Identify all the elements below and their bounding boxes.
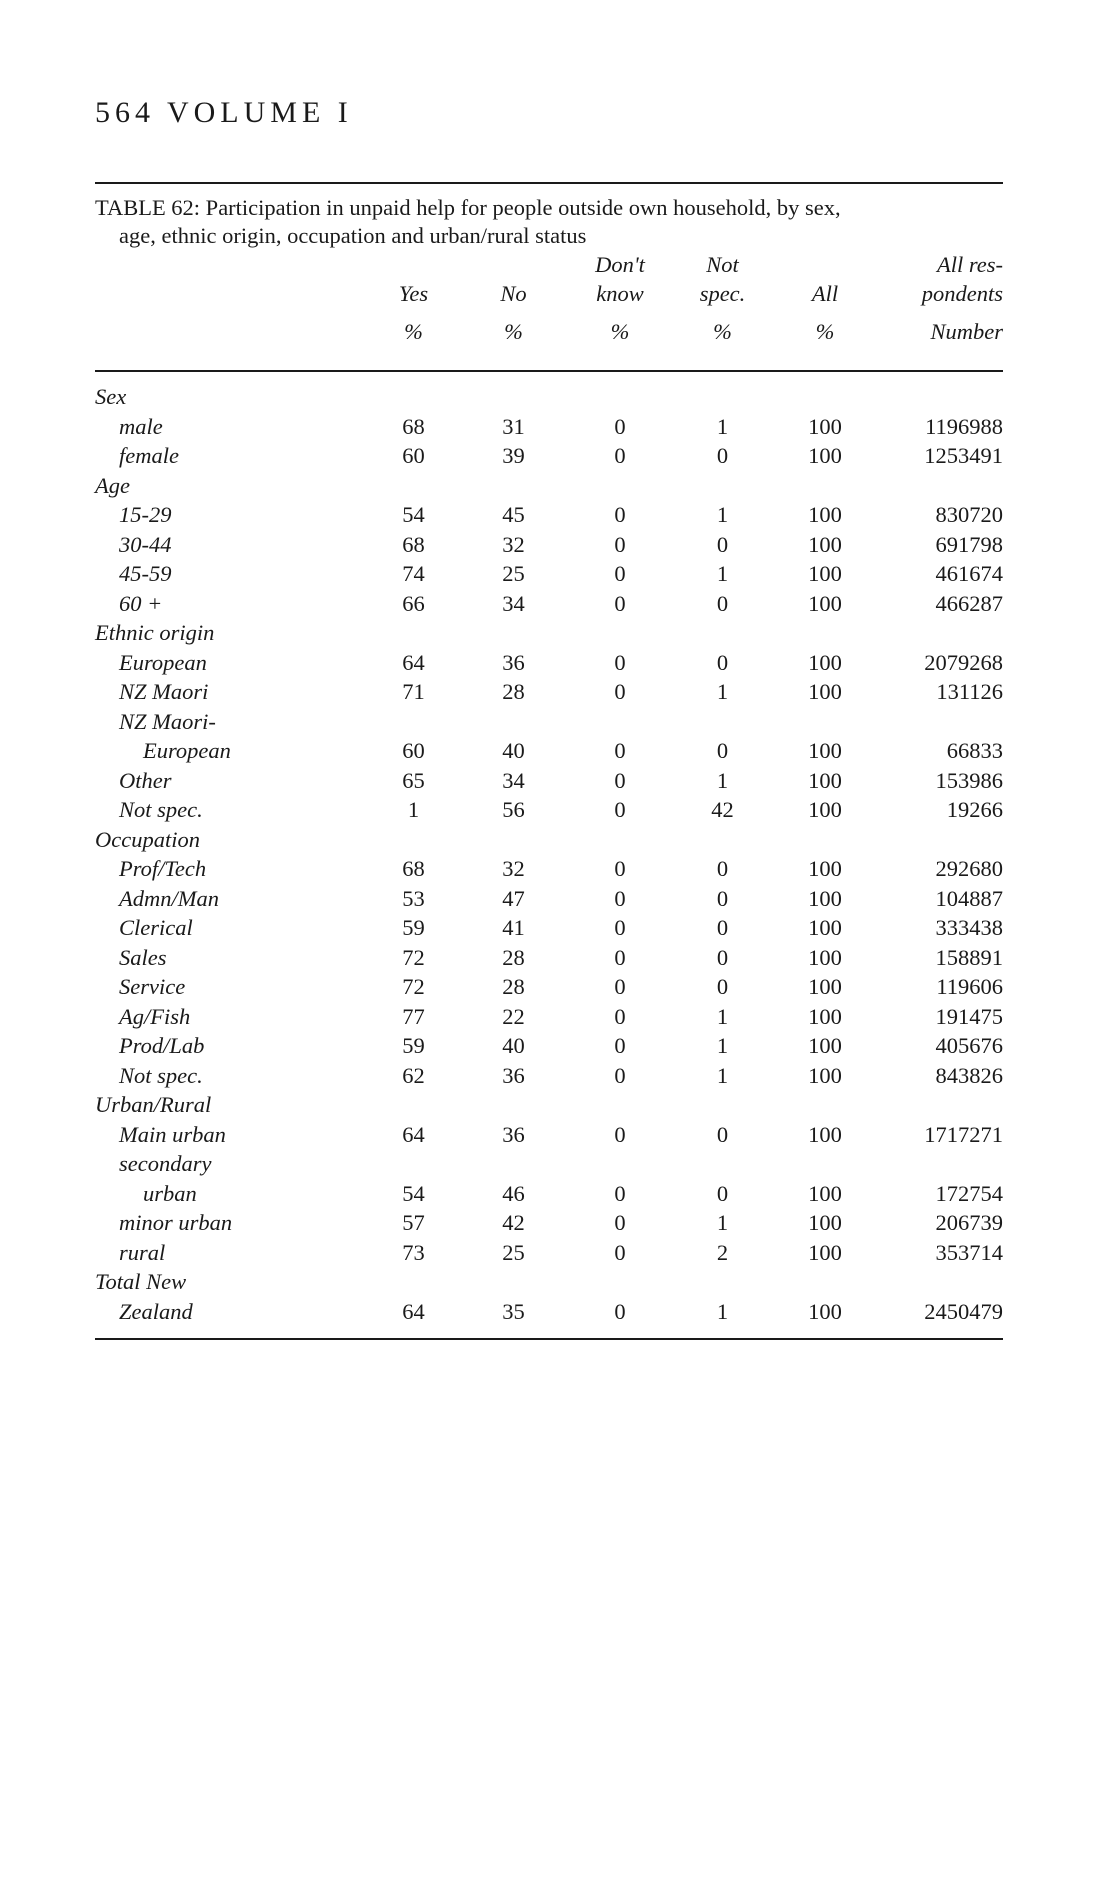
table-row <box>95 1179 1003 1209</box>
header-yes-blank <box>365 250 462 279</box>
cell-yes: 59 <box>402 915 425 940</box>
cell-notspec: 1 <box>716 1062 729 1088</box>
cell-all: 100 <box>808 413 842 439</box>
header-all: All <box>811 281 839 306</box>
cell-no: 25 <box>502 1239 525 1265</box>
header-all-blank <box>770 250 880 279</box>
row-label: Prod/Lab <box>119 1033 205 1058</box>
cell-notspec: 1 <box>716 679 729 704</box>
table-row <box>95 707 1003 737</box>
header-blank <box>95 250 365 279</box>
cell-notspec <box>675 707 770 737</box>
cell-all: 100 <box>808 1180 842 1206</box>
cell-all: 100 <box>808 1033 842 1058</box>
cell-number: 206739 <box>935 1210 1003 1235</box>
table-row <box>95 1297 1003 1327</box>
cell-dontknow: 0 <box>614 767 626 793</box>
row-label: Prof/Tech <box>119 856 207 881</box>
cell-notspec: 0 <box>716 885 729 911</box>
cell-all: 100 <box>808 1210 842 1235</box>
cell-all: 100 <box>808 649 842 675</box>
cell-no: 35 <box>502 1298 525 1324</box>
cell-no: 40 <box>502 1033 525 1058</box>
cell-no: 34 <box>502 590 525 616</box>
row-label: 30-44 <box>119 531 172 557</box>
cell-yes: 72 <box>402 944 425 970</box>
cell-no: 42 <box>502 1210 525 1235</box>
cell-no: 45 <box>502 502 525 527</box>
cell-yes: 64 <box>402 649 425 675</box>
cell-notspec: 0 <box>716 915 729 940</box>
caption-line-1: TABLE 62: Participation in unpaid help for people outside own household, by sex, <box>95 195 841 220</box>
table-group-row <box>95 825 1003 855</box>
cell-dontknow <box>565 707 675 737</box>
cell-no: 39 <box>502 443 525 468</box>
cell-number: 461674 <box>935 561 1003 586</box>
row-label: 45-59 <box>119 561 172 586</box>
cell-all: 100 <box>808 1298 842 1324</box>
cell-number: 158891 <box>935 944 1003 970</box>
cell-yes <box>365 707 462 737</box>
cell-no: 28 <box>502 974 525 999</box>
unit-yes-pct: % <box>404 319 423 344</box>
cell-dontknow: 0 <box>614 1298 626 1324</box>
table-group-row <box>95 471 1003 501</box>
group-label: Sex <box>95 384 127 409</box>
table-row <box>95 795 1003 825</box>
caption-line-2: age, ethnic origin, occupation and urban/rural status <box>119 223 587 248</box>
cell-number: 191475 <box>935 1003 1003 1029</box>
cell-notspec: 0 <box>716 738 729 763</box>
row-label: Main urban <box>119 1121 226 1147</box>
cell-dontknow: 0 <box>614 1003 626 1029</box>
row-label: European <box>143 738 231 763</box>
cell-yes <box>365 825 462 855</box>
row-label: 15-29 <box>119 502 172 527</box>
cell-all: 100 <box>808 561 842 586</box>
cell-number: 353714 <box>935 1239 1003 1265</box>
cell-number: 172754 <box>935 1180 1003 1206</box>
running-head: 564 VOLUME I <box>95 96 353 129</box>
row-label: Clerical <box>119 915 193 940</box>
unit-number: Number <box>930 319 1003 344</box>
cell-notspec: 0 <box>716 944 729 970</box>
cell-no: 36 <box>502 649 525 675</box>
cell-all <box>770 707 880 737</box>
cell-dontknow <box>565 1149 675 1179</box>
row-label: Not spec. <box>119 797 203 822</box>
cell-number: 104887 <box>935 885 1003 911</box>
cell-no <box>462 471 565 501</box>
row-label: European <box>119 649 207 675</box>
cell-dontknow <box>565 825 675 855</box>
header-respondents-line1: All res- <box>936 252 1003 277</box>
cell-no <box>462 825 565 855</box>
cell-notspec: 0 <box>716 649 729 675</box>
cell-notspec: 0 <box>716 856 729 881</box>
cell-all: 100 <box>808 738 842 763</box>
cell-notspec: 2 <box>716 1239 729 1265</box>
cell-number <box>880 825 1003 855</box>
cell-dontknow: 0 <box>614 649 626 675</box>
cell-dontknow: 0 <box>614 443 626 468</box>
cell-yes: 68 <box>402 413 425 439</box>
cell-dontknow: 0 <box>614 679 626 704</box>
cell-all: 100 <box>808 1239 842 1265</box>
cell-yes: 64 <box>402 1121 425 1147</box>
unit-no-pct: % <box>504 319 523 344</box>
row-label: Other <box>119 767 172 793</box>
cell-no: 40 <box>502 738 525 763</box>
cell-yes: 62 <box>402 1062 425 1088</box>
cell-notspec: 0 <box>716 1180 729 1206</box>
cell-number: 1717271 <box>924 1121 1003 1147</box>
cell-yes: 77 <box>402 1003 425 1029</box>
top-rule <box>95 182 1003 184</box>
cell-dontknow: 0 <box>614 885 626 911</box>
cell-notspec: 0 <box>716 590 729 616</box>
cell-dontknow <box>565 618 675 648</box>
cell-no: 36 <box>502 1062 525 1088</box>
cell-yes: 60 <box>402 738 425 763</box>
table-row <box>95 913 1003 943</box>
cell-no <box>462 618 565 648</box>
table-row <box>95 589 1003 619</box>
table-row <box>95 1002 1003 1032</box>
table-row <box>95 1208 1003 1238</box>
cell-yes: 73 <box>402 1239 425 1265</box>
table-row <box>95 766 1003 796</box>
cell-no: 28 <box>502 679 525 704</box>
cell-all: 100 <box>808 915 842 940</box>
cell-dontknow: 0 <box>614 1239 626 1265</box>
header-no-blank <box>462 250 565 279</box>
cell-yes <box>365 382 462 412</box>
group-label: Occupation <box>95 826 200 852</box>
table-row <box>95 1031 1003 1061</box>
group-label: Age <box>95 472 130 498</box>
cell-all: 100 <box>808 1062 842 1088</box>
table-row <box>95 972 1003 1002</box>
table-row <box>95 500 1003 530</box>
header-notspec-line1: Not <box>706 252 739 277</box>
row-label: 60 + <box>119 590 163 616</box>
cell-dontknow <box>565 471 675 501</box>
cell-yes <box>365 471 462 501</box>
cell-no: 36 <box>502 1121 525 1147</box>
table-row <box>95 943 1003 973</box>
cell-dontknow: 0 <box>614 1121 626 1147</box>
table-row <box>95 412 1003 442</box>
cell-yes <box>365 1267 462 1297</box>
cell-all: 100 <box>808 856 842 881</box>
cell-all: 100 <box>808 1121 842 1147</box>
table-row <box>95 1061 1003 1091</box>
cell-number: 843826 <box>935 1062 1003 1088</box>
header-respondents-line2: pondents <box>921 281 1003 306</box>
header-blank <box>95 308 365 352</box>
header-blank <box>95 279 365 308</box>
header-no: No <box>500 281 527 306</box>
unit-all-pct: % <box>815 319 835 344</box>
cell-number <box>880 618 1003 648</box>
cell-number <box>880 1090 1003 1120</box>
table-row <box>95 1238 1003 1268</box>
cell-number: 19266 <box>946 797 1003 822</box>
cell-no <box>462 1149 565 1179</box>
cell-notspec: 1 <box>716 502 729 527</box>
cell-dontknow: 0 <box>614 856 626 881</box>
cell-no: 28 <box>502 944 525 970</box>
cell-number: 131126 <box>936 679 1003 704</box>
cell-number: 119606 <box>936 974 1003 999</box>
table-group-row <box>95 1090 1003 1120</box>
cell-dontknow: 0 <box>614 502 626 527</box>
cell-notspec: 0 <box>716 443 729 468</box>
cell-no: 34 <box>502 767 525 793</box>
cell-dontknow <box>565 1267 675 1297</box>
cell-notspec: 1 <box>716 1298 729 1324</box>
cell-notspec: 1 <box>716 561 729 586</box>
row-label: minor urban <box>119 1210 233 1235</box>
cell-notspec <box>675 1267 770 1297</box>
cell-number <box>880 1149 1003 1179</box>
cell-number <box>880 1267 1003 1297</box>
cell-notspec: 1 <box>716 1003 729 1029</box>
cell-number: 830720 <box>935 502 1003 527</box>
row-label: NZ Maori- <box>119 708 216 734</box>
cell-all <box>770 1149 880 1179</box>
cell-number: 466287 <box>935 590 1003 616</box>
row-label: secondary <box>119 1151 212 1176</box>
cell-yes: 66 <box>402 590 425 616</box>
cell-all: 100 <box>808 797 842 822</box>
cell-notspec <box>675 825 770 855</box>
cell-yes <box>365 1149 462 1179</box>
cell-all: 100 <box>808 443 842 468</box>
header-dontknow-line2: know <box>596 281 644 306</box>
cell-no <box>462 707 565 737</box>
header-dontknow-line1: Don't <box>595 252 645 277</box>
cell-number: 1196988 <box>925 413 1003 439</box>
cell-no: 56 <box>502 797 525 822</box>
cell-number: 153986 <box>935 767 1003 793</box>
cell-no <box>462 1090 565 1120</box>
cell-yes: 54 <box>402 1180 425 1206</box>
cell-yes <box>365 618 462 648</box>
cell-all <box>770 1267 880 1297</box>
cell-no: 47 <box>502 885 525 911</box>
cell-yes: 71 <box>402 679 425 704</box>
cell-all: 100 <box>808 767 842 793</box>
cell-dontknow: 0 <box>614 1210 626 1235</box>
cell-yes: 54 <box>402 502 425 527</box>
unit-dontknow-pct: % <box>610 319 630 344</box>
cell-dontknow: 0 <box>614 974 626 999</box>
cell-no: 41 <box>502 915 525 940</box>
cell-all: 100 <box>808 590 842 616</box>
cell-number: 405676 <box>935 1033 1003 1058</box>
table-row <box>95 530 1003 560</box>
table-row <box>95 559 1003 589</box>
row-label: female <box>119 443 179 468</box>
cell-yes: 68 <box>402 856 425 881</box>
cell-notspec: 0 <box>716 974 729 999</box>
row-label: Not spec. <box>119 1062 203 1088</box>
cell-dontknow: 0 <box>614 797 626 822</box>
cell-no: 25 <box>502 561 525 586</box>
table-container <box>95 182 1003 1340</box>
cell-notspec <box>675 618 770 648</box>
group-label: Total New <box>95 1269 187 1294</box>
cell-no: 46 <box>502 1180 525 1206</box>
cell-number: 333438 <box>935 915 1003 940</box>
cell-dontknow: 0 <box>614 915 626 940</box>
cell-yes: 74 <box>402 561 425 586</box>
cell-all: 100 <box>808 679 842 704</box>
cell-dontknow: 0 <box>614 561 626 586</box>
table-row <box>95 441 1003 471</box>
table-row <box>95 1120 1003 1150</box>
cell-yes: 60 <box>402 443 425 468</box>
table-body <box>95 382 1003 1326</box>
row-label: Ag/Fish <box>119 1003 191 1029</box>
cell-dontknow: 0 <box>614 1180 626 1206</box>
cell-notspec: 1 <box>716 767 729 793</box>
cell-all: 100 <box>808 974 842 999</box>
table-row <box>95 854 1003 884</box>
cell-number: 691798 <box>935 531 1003 557</box>
cell-number: 2450479 <box>924 1298 1003 1324</box>
cell-all <box>770 382 880 412</box>
cell-number <box>880 382 1003 412</box>
cell-notspec <box>675 471 770 501</box>
cell-number <box>880 707 1003 737</box>
cell-all: 100 <box>808 1003 842 1029</box>
table-group-row <box>95 618 1003 648</box>
cell-yes: 64 <box>402 1298 425 1324</box>
row-label: Service <box>119 974 186 999</box>
cell-all <box>770 1090 880 1120</box>
table-row <box>95 884 1003 914</box>
cell-no: 22 <box>502 1003 525 1029</box>
cell-yes: 68 <box>402 531 425 557</box>
cell-yes: 57 <box>402 1210 425 1235</box>
row-label: rural <box>119 1239 166 1265</box>
cell-number: 292680 <box>935 856 1003 881</box>
cell-number: 2079268 <box>924 649 1003 675</box>
cell-yes: 59 <box>402 1033 425 1058</box>
cell-notspec: 1 <box>716 1210 729 1235</box>
row-label: male <box>119 413 163 439</box>
table-row <box>95 736 1003 766</box>
cell-notspec <box>675 382 770 412</box>
cell-yes: 1 <box>407 797 420 822</box>
row-label: Zealand <box>119 1298 193 1324</box>
cell-all <box>770 618 880 648</box>
cell-yes: 65 <box>402 767 425 793</box>
data-table <box>95 250 1003 1326</box>
table-caption <box>95 194 1003 250</box>
cell-yes: 53 <box>402 885 425 911</box>
cell-number: 66833 <box>946 738 1003 763</box>
table-row <box>95 1149 1003 1179</box>
table-row <box>95 677 1003 707</box>
cell-dontknow: 0 <box>614 1033 626 1058</box>
cell-no <box>462 382 565 412</box>
cell-all: 100 <box>808 531 842 557</box>
cell-no: 32 <box>502 531 525 557</box>
cell-notspec: 0 <box>716 531 729 557</box>
header-rule <box>95 352 1003 371</box>
cell-all: 100 <box>808 885 842 911</box>
table-row <box>95 648 1003 678</box>
cell-number: 1253491 <box>924 443 1003 468</box>
cell-dontknow: 0 <box>614 944 626 970</box>
cell-all <box>770 825 880 855</box>
cell-all: 100 <box>808 502 842 527</box>
cell-all: 100 <box>808 944 842 970</box>
cell-notspec: 0 <box>716 1121 729 1147</box>
header-notspec-line2: spec. <box>699 281 746 306</box>
row-label: NZ Maori <box>119 679 209 704</box>
table-group-row <box>95 1267 1003 1297</box>
cell-notspec <box>675 1090 770 1120</box>
unit-notspec-pct: % <box>713 319 732 344</box>
header-yes: Yes <box>398 281 429 306</box>
row-label: Admn/Man <box>119 885 219 911</box>
cell-dontknow: 0 <box>614 590 626 616</box>
table-group-row <box>95 382 1003 412</box>
cell-no <box>462 1267 565 1297</box>
cell-all <box>770 471 880 501</box>
cell-yes: 72 <box>402 974 425 999</box>
cell-notspec: 1 <box>716 413 729 439</box>
cell-dontknow: 0 <box>614 1062 626 1088</box>
cell-no: 32 <box>502 856 525 881</box>
group-label: Urban/Rural <box>95 1092 212 1117</box>
cell-notspec <box>675 1149 770 1179</box>
cell-dontknow <box>565 1090 675 1120</box>
cell-dontknow: 0 <box>614 738 626 763</box>
row-label: urban <box>143 1180 197 1206</box>
bottom-rule <box>95 1338 1003 1340</box>
group-label: Ethnic origin <box>95 620 215 645</box>
cell-dontknow: 0 <box>614 413 626 439</box>
cell-notspec: 42 <box>711 797 734 822</box>
cell-notspec: 1 <box>716 1033 729 1058</box>
cell-number <box>880 471 1003 501</box>
row-label: Sales <box>119 944 167 970</box>
cell-dontknow <box>565 382 675 412</box>
cell-no: 31 <box>502 413 525 439</box>
cell-yes <box>365 1090 462 1120</box>
cell-dontknow: 0 <box>614 531 626 557</box>
